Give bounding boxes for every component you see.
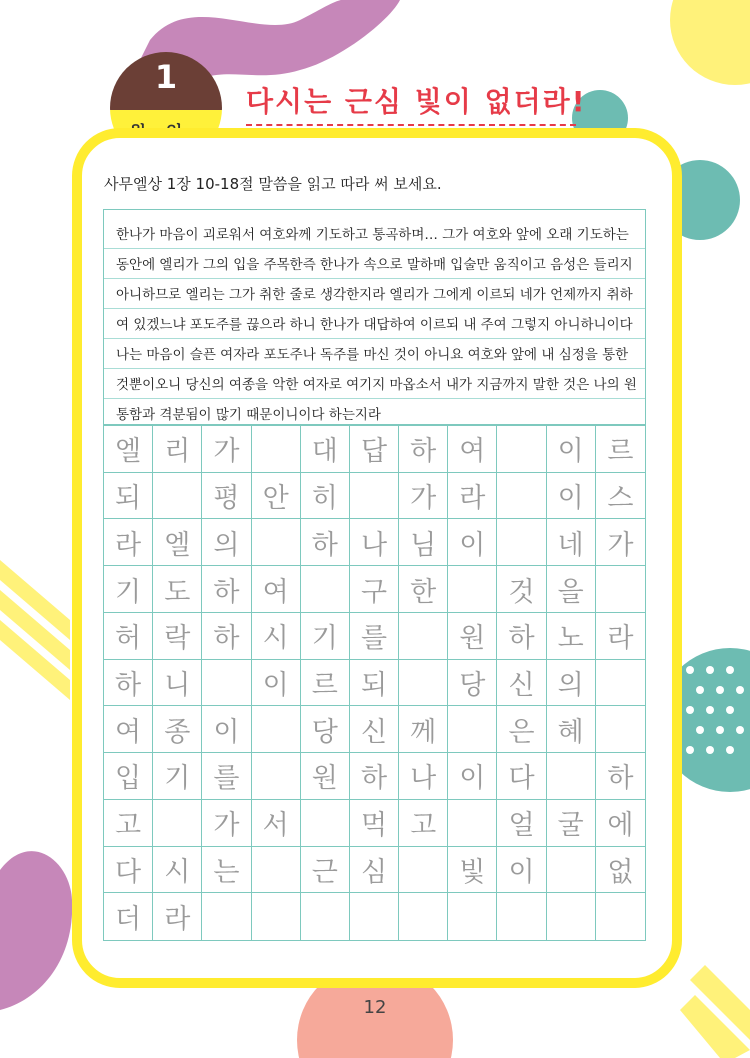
grid-cell[interactable]: 고 [104,800,153,847]
grid-cell[interactable]: 라 [104,519,153,566]
tracing-grid [103,425,646,941]
passage-line: 동안에 엘리가 그의 입을 주목한즉 한나가 속으로 말하매 입술만 움직이고 음성은 들리지 [116,257,633,273]
yellow-stripes-left [0,560,70,700]
grid-cell[interactable]: 고 [399,800,448,847]
grid-cell[interactable]: 다 [497,753,546,800]
grid-cell[interactable]: 신 [350,706,399,753]
page-title: 다시는 근심 빛이 없더라! [246,85,587,118]
grid-cell[interactable]: 먹 [350,800,399,847]
grid-cell[interactable]: 락 [153,613,202,660]
grid-cell[interactable]: 더 [104,893,153,940]
grid-cell[interactable] [301,893,350,940]
grid-cell[interactable] [202,660,251,707]
grid-cell[interactable]: 허 [104,613,153,660]
grid-cell[interactable] [252,847,301,894]
grid-cell[interactable]: 시 [153,847,202,894]
grid-cell[interactable]: 님 [399,519,448,566]
grid-cell[interactable]: 하 [301,519,350,566]
grid-cell[interactable]: 하 [399,426,448,473]
grid-cell[interactable]: 이 [497,847,546,894]
grid-cell[interactable]: 되 [104,473,153,520]
grid-cell[interactable]: 은 [497,706,546,753]
grid-cell[interactable] [547,753,596,800]
grid-cell[interactable] [399,613,448,660]
grid-cell[interactable]: 하 [104,660,153,707]
grid-cell[interactable] [547,893,596,940]
grid-cell[interactable] [497,893,546,940]
grid-cell[interactable]: 시 [252,613,301,660]
grid-cell[interactable] [596,566,645,613]
grid-cell[interactable]: 가 [399,473,448,520]
grid-cell[interactable]: 리 [153,426,202,473]
grid-cell[interactable]: 당 [301,706,350,753]
grid-cell[interactable]: 히 [301,473,350,520]
grid-cell[interactable] [399,893,448,940]
grid-cell[interactable]: 이 [448,519,497,566]
instruction-text: 사무엘상 1장 10-18절 말씀을 읽고 따라 써 보세요. [104,175,442,193]
passage-line: 나는 마음이 슬픈 여자라 포도주나 독주를 마신 것이 아니요 여호와 앞에 내 심정을 통한 [116,347,629,363]
grid-cell[interactable]: 한 [399,566,448,613]
grid-cell[interactable] [301,566,350,613]
grid-cell[interactable]: 나 [399,753,448,800]
grid-cell[interactable] [252,706,301,753]
grid-cell[interactable]: 없 [596,847,645,894]
grid-cell[interactable]: 원 [301,753,350,800]
grid-cell[interactable]: 혜 [547,706,596,753]
grid-cell[interactable]: 를 [202,753,251,800]
grid-cell[interactable]: 의 [202,519,251,566]
grid-cell[interactable] [252,519,301,566]
grid-cell[interactable] [448,706,497,753]
grid-cell[interactable]: 하 [497,613,546,660]
grid-cell[interactable]: 여 [252,566,301,613]
grid-cell[interactable]: 이 [448,753,497,800]
grid-cell[interactable] [301,800,350,847]
grid-cell[interactable]: 대 [301,426,350,473]
grid-cell[interactable]: 라 [153,893,202,940]
grid-cell[interactable] [399,847,448,894]
passage-line: 여 있겠느냐 포도주를 끊으라 하니 한나가 대답하여 이르되 내 주여 그렇지 아니하니이다 [116,317,633,333]
grid-cell[interactable]: 이 [202,706,251,753]
grid-cell[interactable]: 스 [596,473,645,520]
grid-cell[interactable]: 것 [497,566,546,613]
grid-cell[interactable] [497,426,546,473]
grid-cell[interactable]: 심 [350,847,399,894]
bible-passage [116,220,638,430]
grid-cell[interactable]: 얼 [497,800,546,847]
passage-line: 아니하므로 엘리는 그가 취한 줄로 생각한지라 엘리가 그에게 이르되 네가 언제까지 취하 [116,287,633,303]
grid-cell[interactable]: 서 [252,800,301,847]
grid-cell[interactable]: 안 [252,473,301,520]
grid-cell[interactable]: 도 [153,566,202,613]
grid-cell[interactable]: 되 [350,660,399,707]
grid-cell[interactable]: 네 [547,519,596,566]
grid-cell[interactable]: 하 [202,613,251,660]
grid-cell[interactable] [399,660,448,707]
grid-cell[interactable]: 여 [104,706,153,753]
grid-cell[interactable]: 라 [448,473,497,520]
yellow-circle-top-right [670,0,750,85]
grid-cell[interactable]: 하 [350,753,399,800]
grid-cell[interactable]: 구 [350,566,399,613]
grid-cell[interactable]: 기 [301,613,350,660]
grid-cell[interactable]: 굴 [547,800,596,847]
grid-cell[interactable] [252,893,301,940]
passage-line: 한나가 마음이 괴로워서 여호와께 기도하고 통곡하며… 그가 여호와 앞에 오래 기도하는 [116,227,629,243]
grid-cell[interactable]: 평 [202,473,251,520]
grid-cell[interactable]: 께 [399,706,448,753]
grid-cell[interactable] [497,473,546,520]
grid-cell[interactable] [596,893,645,940]
grid-cell[interactable]: 를 [350,613,399,660]
grid-cell[interactable] [153,800,202,847]
grid-cell[interactable]: 이 [547,426,596,473]
grid-cell[interactable] [202,893,251,940]
grid-cell[interactable]: 라 [596,613,645,660]
grid-cell[interactable]: 여 [448,426,497,473]
passage-line: 통함과 격분됨이 많기 때문이니이다 하는지라 [116,407,381,423]
page-number: 12 [363,997,387,1018]
grid-cell[interactable]: 입 [104,753,153,800]
passage-box [103,209,646,425]
grid-cell[interactable] [350,893,399,940]
grid-cell[interactable]: 을 [547,566,596,613]
grid-cell[interactable]: 종 [153,706,202,753]
grid-cell[interactable]: 이 [252,660,301,707]
grid-cell[interactable] [497,519,546,566]
grid-cell[interactable]: 니 [153,660,202,707]
grid-cell[interactable]: 신 [497,660,546,707]
grid-cell[interactable]: 가 [202,426,251,473]
grid-cell[interactable]: 답 [350,426,399,473]
grid-cell[interactable]: 원 [448,613,497,660]
grid-cell[interactable]: 에 [596,800,645,847]
grid-cell[interactable]: 나 [350,519,399,566]
title-underline [246,124,576,126]
grid-cell[interactable] [448,893,497,940]
grid-cell[interactable] [448,566,497,613]
grid-cell[interactable]: 다 [104,847,153,894]
grid-cell[interactable] [252,426,301,473]
grid-cell[interactable]: 이 [547,473,596,520]
grid-cell[interactable]: 기 [153,753,202,800]
grid-cell[interactable] [153,473,202,520]
grid-cell[interactable] [596,660,645,707]
grid-cell[interactable]: 빛 [448,847,497,894]
grid-cell[interactable] [547,847,596,894]
grid-cell[interactable]: 의 [547,660,596,707]
day-number: 1 [154,58,178,96]
grid-cell[interactable] [252,753,301,800]
grid-cell[interactable]: 노 [547,613,596,660]
grid-cell[interactable] [350,473,399,520]
grid-cell[interactable]: 하 [202,566,251,613]
grid-cell[interactable]: 르 [596,426,645,473]
grid-cell[interactable] [448,800,497,847]
purple-blob-bottom-left [0,851,72,1010]
grid-cell[interactable] [596,706,645,753]
passage-line: 것뿐이오니 당신의 여종을 악한 여자로 여기지 마옵소서 내가 지금까지 말한 것은 나의 원 [116,377,637,393]
grid-cell[interactable]: 하 [596,753,645,800]
grid-cell[interactable]: 근 [301,847,350,894]
grid-cell[interactable]: 가 [202,800,251,847]
grid-cell[interactable]: 엘 [153,519,202,566]
grid-cell[interactable]: 엘 [104,426,153,473]
grid-cell[interactable]: 는 [202,847,251,894]
grid-cell[interactable]: 가 [596,519,645,566]
grid-cell[interactable]: 당 [448,660,497,707]
grid-cell[interactable]: 르 [301,660,350,707]
grid-cell[interactable]: 기 [104,566,153,613]
